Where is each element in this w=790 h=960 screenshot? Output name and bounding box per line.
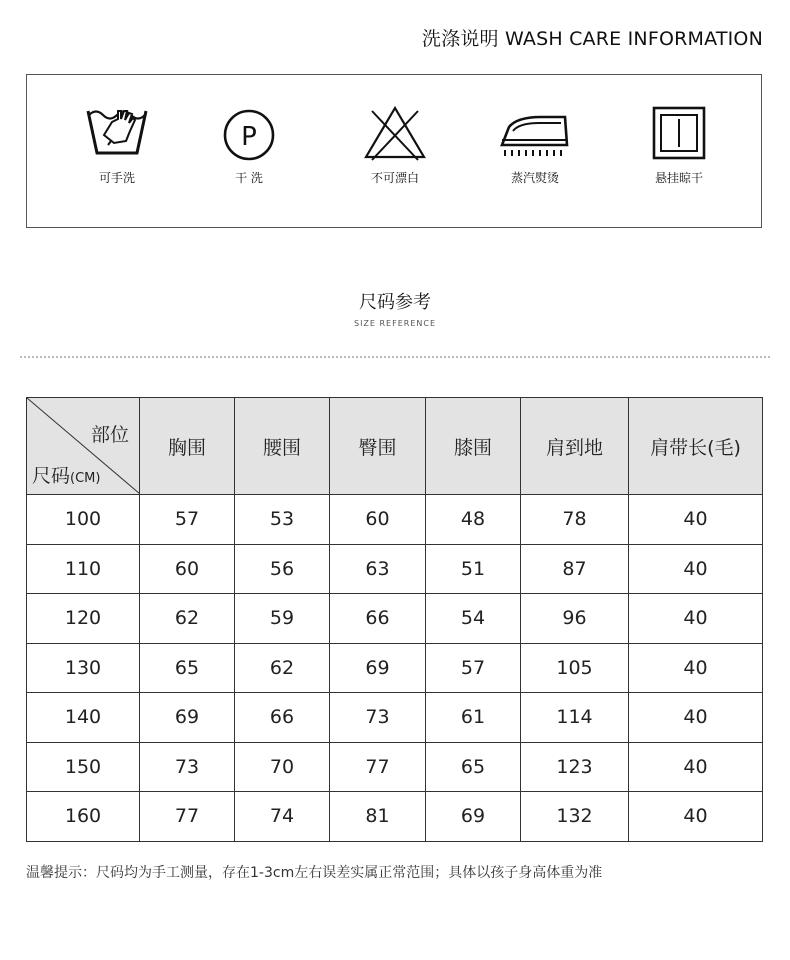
- wash-care-title: 洗涤说明 WASH CARE INFORMATION: [421, 28, 763, 50]
- table-cell: 87: [521, 544, 629, 594]
- table-cell: 77: [140, 792, 235, 842]
- table-cell: 77: [330, 742, 426, 792]
- table-cell: 160: [27, 792, 140, 842]
- corner-size-text: 尺码: [32, 465, 71, 487]
- table-cell: 62: [235, 643, 330, 693]
- table-cell: 63: [330, 544, 426, 594]
- table-cell: 66: [330, 594, 426, 644]
- care-label: 悬挂晾干: [654, 171, 703, 185]
- table-corner-cell: [27, 398, 140, 495]
- column-header: 臀围: [330, 398, 426, 495]
- care-item-hang-dry: [624, 105, 734, 186]
- care-item-steam-iron: [480, 105, 590, 186]
- size-note: 温馨提示：尺码均为手工测量，存在1-3cm左右误差实属正常范围；具体以孩子身高体重为准: [26, 865, 603, 881]
- table-cell: 114: [521, 693, 629, 743]
- table-cell: 123: [521, 742, 629, 792]
- care-label: 干 洗: [235, 171, 263, 185]
- svg-text:P: P: [241, 122, 257, 152]
- column-header: 胸围: [140, 398, 235, 495]
- table-cell: 73: [140, 742, 235, 792]
- care-item-hand-wash: [62, 105, 172, 186]
- table-cell: 65: [140, 643, 235, 693]
- table-cell: 105: [521, 643, 629, 693]
- size-reference-subtitle: SIZE REFERENCE: [353, 319, 437, 328]
- column-header: 膝围: [426, 398, 521, 495]
- table-cell: 130: [27, 643, 140, 693]
- table-cell: 120: [27, 594, 140, 644]
- table-cell: 150: [27, 742, 140, 792]
- table-cell: 40: [629, 742, 763, 792]
- care-label: 不可漂白: [370, 171, 419, 185]
- table-cell: 60: [140, 544, 235, 594]
- table-cell: 51: [426, 544, 521, 594]
- table-cell: 62: [140, 594, 235, 644]
- table-cell: 40: [629, 495, 763, 545]
- care-label: 可手洗: [98, 171, 135, 185]
- table-cell: 40: [629, 643, 763, 693]
- care-label: 蒸汽熨烫: [510, 171, 559, 185]
- column-header: 肩带长(毛): [629, 398, 763, 495]
- table-cell: 110: [27, 544, 140, 594]
- table-cell: 69: [140, 693, 235, 743]
- table-cell: 78: [521, 495, 629, 545]
- table-cell: 73: [330, 693, 426, 743]
- table-cell: 59: [235, 594, 330, 644]
- size-reference-title: 尺码参考: [359, 292, 431, 313]
- table-cell: 140: [27, 693, 140, 743]
- care-item-no-bleach: [340, 105, 450, 186]
- table-cell: 132: [521, 792, 629, 842]
- table-cell: 54: [426, 594, 521, 644]
- table-cell: 61: [426, 693, 521, 743]
- table-row: [27, 594, 763, 644]
- table-row: [27, 742, 763, 792]
- table-header-row: [27, 398, 763, 495]
- corner-position-label: 部位: [90, 424, 129, 446]
- table-cell: 40: [629, 544, 763, 594]
- table-cell: 96: [521, 594, 629, 644]
- hang-dry-icon: [646, 105, 712, 161]
- column-header: 腰围: [235, 398, 330, 495]
- no-bleach-icon: [362, 105, 428, 161]
- column-header: 肩到地: [521, 398, 629, 495]
- table-cell: 60: [330, 495, 426, 545]
- table-cell: 40: [629, 594, 763, 644]
- table-cell: 69: [330, 643, 426, 693]
- size-table: [26, 397, 763, 842]
- table-cell: 56: [235, 544, 330, 594]
- care-item-dry-clean: [194, 105, 304, 186]
- table-cell: 40: [629, 792, 763, 842]
- corner-unit-text: (CM): [70, 471, 101, 486]
- table-cell: 66: [235, 693, 330, 743]
- table-cell: 57: [426, 643, 521, 693]
- table-row: [27, 495, 763, 545]
- hand-wash-icon: [84, 105, 150, 161]
- table-cell: 40: [629, 693, 763, 743]
- table-cell: 81: [330, 792, 426, 842]
- table-cell: 48: [426, 495, 521, 545]
- steam-iron-icon: [499, 105, 571, 161]
- table-cell: 69: [426, 792, 521, 842]
- dotted-divider: [20, 356, 770, 358]
- table-row: [27, 544, 763, 594]
- table-cell: 65: [426, 742, 521, 792]
- table-cell: 74: [235, 792, 330, 842]
- table-cell: 70: [235, 742, 330, 792]
- corner-size-label: [32, 461, 100, 488]
- table-cell: 53: [235, 495, 330, 545]
- table-row: [27, 643, 763, 693]
- table-cell: 100: [27, 495, 140, 545]
- wash-care-panel: [26, 74, 762, 228]
- table-cell: 57: [140, 495, 235, 545]
- dry-clean-p-icon: [216, 105, 282, 161]
- table-row: [27, 693, 763, 743]
- table-row: [27, 792, 763, 842]
